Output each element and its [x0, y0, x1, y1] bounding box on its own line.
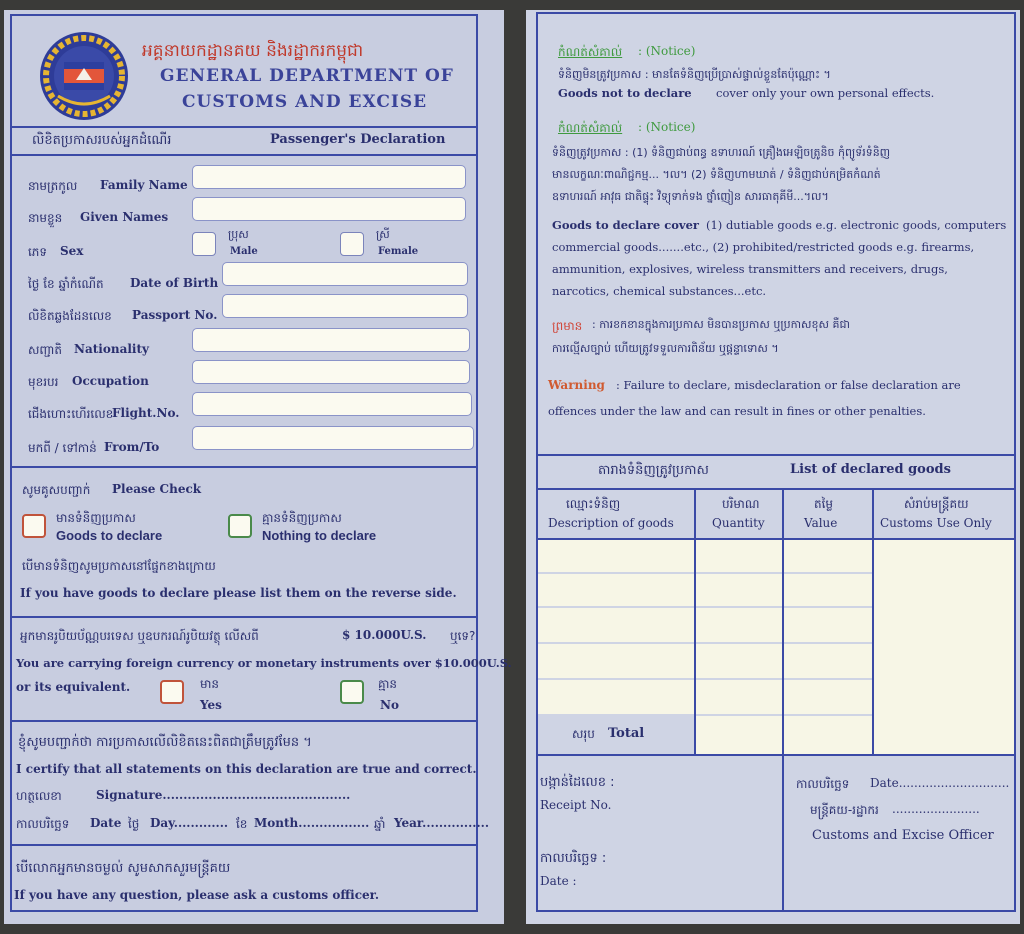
notice-2-km-line-2: មានលក្ខណៈពាណិជ្ជកម្ម... ។ល។ (2) ទំនិញហាមឃាត់ / ទំនិញជាប់កម្រិតកំណត់ — [552, 168, 881, 181]
from-to-label-km: មកពី / ទៅកាន់ — [28, 441, 97, 455]
currency-question-mark-km: ឬទេ? — [450, 629, 476, 643]
divider — [10, 616, 478, 618]
certify-km: ខ្ញុំសូមបញ្ជាក់ថា ការប្រកាសលើលិខិតនេះពិតជាត្រឹមត្រូវមែន ។ — [18, 735, 312, 750]
from-to-label: From/To — [104, 440, 160, 454]
divider — [782, 754, 784, 912]
col-quantity: Quantity — [712, 516, 765, 530]
quantity-cell[interactable] — [696, 574, 782, 606]
notice-2-label: : (Notice) — [638, 120, 696, 134]
receipt-label-km: បង្កាន់ដៃលេខ : — [540, 775, 615, 790]
warning-label: Warning — [548, 378, 605, 392]
currency-no-label: No — [380, 698, 399, 712]
goods-cell[interactable] — [538, 644, 694, 678]
passport-input[interactable] — [222, 294, 468, 318]
month-line[interactable]: Month................. — [254, 816, 370, 830]
notice-2-text-3: ammunition, explosives, wireless transmitters and receivers, drugs, — [552, 262, 948, 276]
notice-2-km-line-1: ទំនិញត្រូវប្រកាស : (1) ទំនិញជាប់ពន្ធ ឧទាហរណ៍ គ្រឿងអេឡិចត្រូនិច កុំព្យូទ័រទំនិញ — [552, 146, 891, 159]
female-label: Female — [378, 246, 419, 257]
quantity-cell[interactable] — [696, 608, 782, 642]
notice-2-text-4: narcotics, chemical substances...etc. — [552, 284, 767, 298]
warning-text-1: : Failure to declare, misdeclaration or false declaration are — [616, 378, 961, 392]
total-value-cell[interactable] — [784, 716, 872, 754]
signature-line[interactable]: Signature............................................. — [96, 788, 351, 802]
currency-no-km: គ្មាន — [378, 677, 398, 691]
currency-amount: $ 10.000U.S. — [342, 628, 427, 642]
passport-label: Passport No. — [132, 308, 218, 322]
officer-date-line[interactable]: Date............................. — [870, 776, 1010, 790]
value-cell[interactable] — [784, 574, 872, 606]
divider — [536, 488, 1016, 490]
divider — [10, 720, 478, 722]
goods-cell[interactable] — [538, 608, 694, 642]
col-value: Value — [804, 516, 838, 530]
divider — [536, 454, 1016, 456]
flight-label: Flight.No. — [112, 406, 180, 420]
declaration-title-en: Passenger's Declaration — [270, 132, 446, 147]
nothing-to-declare-label: Nothing to declare — [262, 528, 377, 543]
day-label-km: ថ្ងៃ — [128, 817, 140, 831]
male-checkbox[interactable] — [192, 232, 216, 256]
notice-2-label-km: កំណត់សំគាល់ — [558, 121, 623, 135]
occupation-label: Occupation — [72, 374, 149, 388]
value-cell[interactable] — [784, 608, 872, 642]
currency-no-checkbox[interactable] — [340, 680, 364, 704]
col-description: Description of goods — [548, 516, 674, 530]
receipt-date-label-km: កាលបរិច្ឆេទ : — [540, 851, 607, 866]
currency-yes-label: Yes — [200, 698, 222, 712]
currency-equivalent: or its equivalent. — [16, 680, 131, 694]
total-label: Total — [608, 726, 645, 741]
passenger-declaration-front — [4, 10, 512, 924]
goods-to-declare-km: មានទំនិញប្រកាស — [56, 511, 136, 525]
officer-date-label-km: កាលបរិច្ឆេទ — [796, 777, 850, 791]
divider — [10, 126, 478, 128]
dept-title-en-1: GENERAL DEPARTMENT OF — [160, 66, 454, 86]
receipt-date-label: Date : — [540, 874, 577, 888]
certify-statement: I certify that all statements on this declaration are true and correct. — [16, 762, 477, 776]
list-title-km: តារាងទំនិញត្រូវប្រកាស — [598, 463, 709, 478]
goods-cell[interactable] — [538, 680, 694, 714]
notice-2-bold: Goods to declare cover — [552, 218, 699, 232]
col-customs-km: សំរាប់មន្ត្រីគយ — [904, 497, 969, 511]
occupation-input[interactable] — [192, 360, 470, 384]
given-names-label: Given Names — [80, 210, 169, 224]
notice-1-label: : (Notice) — [638, 44, 696, 58]
signature-label-km: ហត្ថលេខា — [16, 789, 62, 803]
declaration-title-km: លិខិតប្រកាសរបស់អ្នកដំណើរ — [32, 133, 172, 148]
col-description-km: ឈ្មោះទំនិញ — [566, 497, 621, 511]
total-quantity-cell[interactable] — [696, 716, 782, 754]
male-label-km: ប្រុស — [228, 228, 249, 241]
day-line[interactable]: Day............. — [150, 816, 229, 830]
goods-to-declare-checkbox[interactable] — [22, 514, 46, 538]
nationality-label-km: សញ្ជាតិ — [28, 343, 63, 357]
divider — [10, 154, 478, 156]
month-label-km: ខែ — [236, 817, 248, 831]
question-label: If you have any question, please ask a customs officer. — [14, 888, 380, 902]
warning-text-2: offences under the law and can result in fines or other penalties. — [548, 404, 926, 418]
goods-cell[interactable] — [538, 574, 694, 606]
value-cell[interactable] — [784, 680, 872, 714]
officer-signature-line[interactable]: ....................... — [892, 802, 980, 816]
nothing-to-declare-checkbox[interactable] — [228, 514, 252, 538]
nationality-input[interactable] — [192, 328, 470, 352]
quantity-cell[interactable] — [696, 680, 782, 714]
nothing-to-declare-km: គ្មានទំនិញប្រកាស — [262, 511, 342, 525]
occupation-label-km: មុខរបរ — [28, 375, 59, 389]
warning-label-km: ព្រមាន — [552, 319, 583, 333]
warning-km-line-2: ការល្មើសច្បាប់ ហើយត្រូវទទួលការពិន័យ ឬផ្តន្ទាទោស ។ — [552, 342, 779, 355]
notice-1-label-km: កំណត់សំគាល់ — [558, 45, 623, 59]
divider — [10, 844, 478, 846]
date-label-km: កាលបរិច្ឆេទ — [16, 817, 70, 831]
currency-yes-km: មាន — [200, 677, 220, 691]
receipt-label: Receipt No. — [540, 798, 612, 812]
dob-input[interactable] — [222, 262, 468, 286]
currency-yes-checkbox[interactable] — [160, 680, 184, 704]
currency-question: You are carrying foreign currency or monetary instruments over $10.000U.S. — [16, 656, 512, 670]
warning-km-line-1: : ការខកខានក្នុងការប្រកាស មិនបានប្រកាស ឬប្រកាសខុស គឺជា — [592, 318, 850, 331]
dob-label: Date of Birth — [130, 276, 219, 290]
year-label-km: ឆ្នាំ — [374, 817, 386, 831]
family-name-input[interactable] — [192, 165, 466, 189]
col-customs: Customs Use Only — [880, 516, 992, 530]
officer-label-km: មន្ត្រីគយ-រដ្ឋាករ — [810, 803, 879, 817]
notice-2-text-1: (1) dutiable goods e.g. electronic goods, computers — [706, 218, 1007, 232]
from-to-input[interactable] — [192, 426, 474, 450]
quantity-cell[interactable] — [696, 644, 782, 678]
notice-2-text-2: commercial goods.......etc., (2) prohibited/restricted goods e.g. firearms, — [552, 240, 975, 254]
date-label: Date — [90, 816, 122, 830]
divider — [10, 466, 478, 468]
female-checkbox[interactable] — [340, 232, 364, 256]
col-quantity-km: បរិមាណ — [722, 497, 760, 511]
sex-label-km: ភេទ — [28, 245, 48, 259]
passenger-declaration-back — [526, 10, 1020, 924]
currency-question-km: អ្នកមានរូបិយប័ណ្ណបរទេស ឬឧបករណ៍រូបិយវត្ថុ លើសពី — [20, 629, 259, 643]
customs-logo-emblem — [38, 30, 130, 122]
quantity-cell[interactable] — [696, 540, 782, 572]
family-name-label-km: នាមត្រកូល — [28, 179, 78, 193]
dept-title-en-2: CUSTOMS AND EXCISE — [182, 92, 428, 112]
passport-label-km: លិខិតឆ្លងដែនលេខ — [28, 309, 112, 323]
dob-label-km: ថ្ងៃ ខែ ឆ្នាំកំណើត — [28, 277, 104, 291]
reverse-side-km: បើមានទំនិញសូមប្រកាសនៅផ្នែកខាងក្រោយ — [22, 559, 216, 573]
given-names-input[interactable] — [192, 197, 466, 221]
please-check-km: សូមគូសបញ្ជាក់ — [22, 483, 91, 497]
col-value-km: តម្លៃ — [814, 497, 834, 511]
question-km: បើលោកអ្នកមានចម្ងល់ សូមសាកសួរមន្ត្រីគយ — [16, 861, 231, 876]
officer-label: Customs and Excise Officer — [812, 828, 994, 843]
divider — [536, 754, 1016, 756]
notice-1-km: ទំនិញមិនត្រូវប្រកាស : មានតែទំនិញប្រើប្រាស់ផ្ទាល់ខ្លួនតែប៉ុណ្ណោះ ។ — [558, 68, 831, 81]
sex-label: Sex — [60, 244, 84, 258]
given-names-label-km: នាមខ្លួន — [28, 211, 63, 225]
value-cell[interactable] — [784, 644, 872, 678]
goods-cell[interactable] — [538, 540, 694, 572]
please-check-label: Please Check — [112, 482, 202, 496]
female-label-km: ស្រី — [376, 228, 390, 241]
flight-label-km: ជើងហោះហើរលេខ — [28, 407, 114, 421]
goods-to-declare-label: Goods to declare — [56, 528, 163, 543]
nationality-label: Nationality — [74, 342, 149, 356]
total-label-km: សរុប — [572, 727, 595, 741]
customs-use-cell[interactable] — [874, 540, 1014, 754]
year-line[interactable]: Year................ — [394, 816, 489, 830]
list-title: List of declared goods — [790, 462, 951, 477]
flight-input[interactable] — [192, 392, 472, 416]
male-label: Male — [230, 246, 258, 257]
notice-1-text: cover only your own personal effects. — [716, 86, 935, 100]
notice-2-km-line-3: ឧទាហរណ៍ អាវុធ ជាតិផ្ទុះ វិទ្យុទាក់ទង ថ្នាំញៀន សារធាតុគីមី...។ល។ — [552, 190, 829, 203]
value-cell[interactable] — [784, 540, 872, 572]
family-name-label: Family Name — [100, 178, 188, 192]
reverse-side-label: If you have goods to declare please list them on the reverse side. — [20, 586, 457, 600]
dept-title-km: អគ្គនាយកដ្ឋានគយ និងរដ្ឋាករកម្ពុជា — [142, 41, 364, 61]
notice-1-bold: Goods not to declare — [558, 86, 692, 100]
